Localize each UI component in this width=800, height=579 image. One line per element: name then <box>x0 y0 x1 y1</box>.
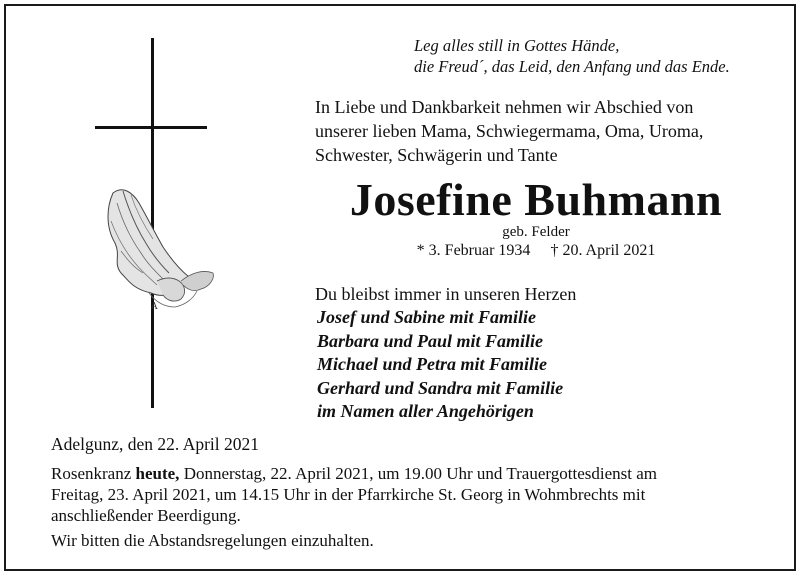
service-prefix: Rosenkranz <box>51 464 136 483</box>
service-today: heute, <box>135 464 180 483</box>
cross-horizontal-bar <box>95 126 207 129</box>
intro-line: unserer lieben Mama, Schwiegermama, Oma, Uroma, <box>315 121 704 141</box>
service-line2: Freitag, 23. April 2021, um 14.15 Uhr in der Pfarrkirche St. Georg in Wohmbrechts mit <box>51 485 646 504</box>
mourner-entry: Gerhard und Sandra mit Familie <box>317 377 564 398</box>
motto-verse <box>414 35 764 77</box>
intro-line: Schwester, Schwägerin und Tante <box>315 145 558 165</box>
intro-line: In Liebe und Dankbarkeit nehmen wir Abschied von <box>315 97 694 117</box>
mourner-entry: Michael und Petra mit Familie <box>317 354 548 374</box>
remembrance-line: Du bleibst immer in unseren Herzen <box>315 284 577 304</box>
intro-text <box>315 95 765 167</box>
death-date: † 20. April 2021 <box>550 242 656 259</box>
praying-hands-icon <box>93 181 218 316</box>
motto-line: Leg alles still in Gottes Hände, <box>414 36 620 55</box>
svg-text:A: A <box>151 302 158 312</box>
maiden-name: geb. Felder <box>502 224 570 240</box>
service-info <box>51 463 760 526</box>
motto-line: die Freud´, das Leid, den Anfang und das Ende. <box>414 57 730 76</box>
place-and-date: Adelgunz, den 22. April 2021 <box>51 434 260 454</box>
service-line3: anschließender Beerdigung. <box>51 506 241 525</box>
mourners-list <box>317 306 563 424</box>
deceased-name: Josefine Buhmann <box>349 174 723 225</box>
death-notice <box>4 4 796 571</box>
distance-note: Wir bitten die Abstandsregelungen einzuhalten. <box>51 531 374 550</box>
birth-date: * 3. Februar 1934 <box>416 242 531 259</box>
service-line1: Donnerstag, 22. April 2021, um 19.00 Uhr und Trauergottesdienst am <box>179 464 657 483</box>
mourner-entry: im Namen aller Angehörigen <box>317 401 534 421</box>
life-dates <box>306 241 766 261</box>
mourner-entry: Josef und Sabine mit Familie <box>317 307 537 327</box>
mourner-entry: Barbara und Paul mit Familie <box>317 330 544 351</box>
